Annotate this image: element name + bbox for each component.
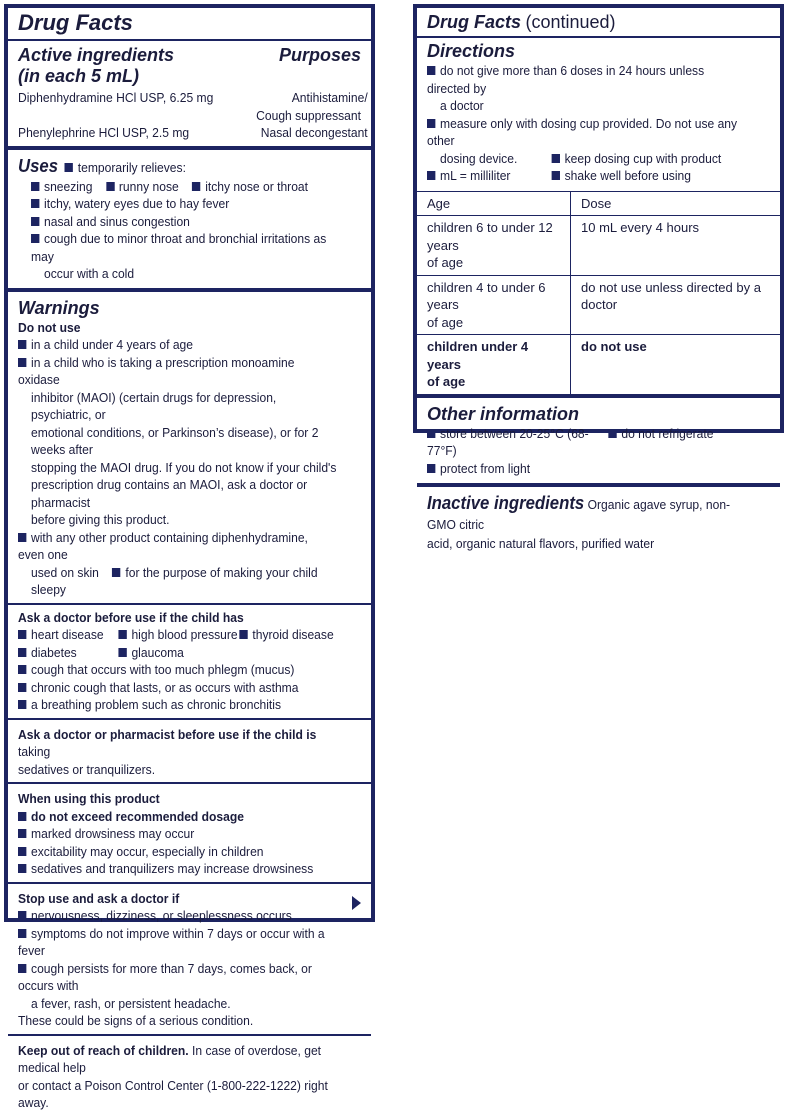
use-sneezing: sneezing bbox=[31, 179, 92, 194]
table-header-age: Age bbox=[417, 192, 571, 217]
keep-out-heading: Keep out of reach of children. bbox=[18, 1042, 189, 1058]
ask-doctor-heading: Ask a doctor before use if the child has bbox=[18, 609, 244, 625]
warnings-heading: Warnings bbox=[18, 297, 100, 318]
direction-keep-cup: keep dosing cup with product bbox=[552, 150, 722, 168]
use-cough: cough due to minor throat and bronchial irritations as may bbox=[18, 230, 337, 265]
do-not-use-heading: Do not use bbox=[18, 319, 81, 335]
direction-shake: shake well before using bbox=[552, 167, 691, 185]
condition-breathing: a breathing problem such as chronic bronchitis bbox=[18, 696, 337, 714]
drug-facts-title-section bbox=[8, 8, 371, 41]
table-row2-dose: do not use unless directed by a doctor bbox=[571, 276, 780, 336]
use-itchy-eyes: itchy, watery eyes due to hay fever bbox=[18, 195, 337, 213]
warning-sleepy: for the purpose of making your child sleepy bbox=[31, 564, 318, 597]
condition-glaucoma: glaucoma bbox=[118, 644, 183, 662]
active-ingredients-heading: Active ingredients bbox=[18, 45, 175, 65]
active-ingredients-section bbox=[8, 41, 371, 150]
ingredient-phenylephrine: Phenylephrine HCl USP, 2.5 mg bbox=[18, 125, 190, 140]
condition-phlegm: cough that occurs with too much phlegm (mucus) bbox=[18, 661, 337, 679]
warning-maoi-line6: before giving this product. bbox=[31, 512, 170, 527]
condition-heart: heart disease bbox=[18, 626, 118, 644]
warning-maoi-line3: emotional conditions, or Parkinson’s disease), or for 2 weeks after bbox=[31, 424, 319, 457]
warning-maoi-line2: inhibitor (MAOI) (certain drugs for depression, psychiatric, or bbox=[31, 389, 277, 422]
stop-use-nervousness: nervousness, dizziness, or sleeplessness occurs bbox=[18, 907, 337, 925]
when-using-heading: When using this product bbox=[18, 791, 160, 806]
stop-use-section bbox=[8, 884, 371, 1036]
condition-chronic-cough: chronic cough that lasts, or as occurs with asthma bbox=[18, 679, 337, 697]
inactive-text-cont: acid, organic natural flavors, purified water bbox=[427, 536, 655, 551]
stop-use-cough: cough persists for more than 7 days, comes back, or occurs with bbox=[18, 960, 337, 995]
drug-facts-title: Drug Facts bbox=[18, 10, 133, 35]
table-row1-age: children 6 to under 12 years of age bbox=[417, 216, 571, 276]
drug-facts-continued-panel bbox=[413, 4, 784, 551]
continue-arrow-icon bbox=[352, 896, 361, 910]
other-light: protect from light bbox=[427, 460, 746, 478]
purposes-heading: Purposes bbox=[278, 45, 361, 65]
inactive-text: Organic agave syrup, non-GMO citric bbox=[427, 497, 731, 532]
uses-section bbox=[8, 150, 371, 292]
other-storage: store between 20-25°C (68-77°F) bbox=[427, 425, 608, 460]
warning-maoi-line5: prescription drug contains an MAOI, ask a doctor or pharmacist bbox=[31, 477, 308, 510]
table-header-dose: Dose bbox=[571, 192, 780, 217]
use-itchy-nose: itchy nose or throat bbox=[192, 179, 308, 194]
condition-diabetes: diabetes bbox=[18, 644, 118, 662]
direction-ml: mL = milliliter bbox=[427, 167, 552, 185]
warning-maoi: in a child who is taking a prescription monoamine oxidase bbox=[18, 354, 337, 389]
ask-pharmacist-text: sedatives or tranquilizers. bbox=[18, 761, 156, 777]
ask-pharmacist-heading: Ask a doctor or pharmacist before use if the child is bbox=[18, 726, 317, 742]
warning-other-product: with any other product containing diphenhydramine, even one bbox=[18, 529, 337, 564]
ask-pharmacist-section bbox=[8, 720, 371, 785]
continued-suffix: (continued) bbox=[525, 12, 616, 32]
drug-facts-panel bbox=[4, 4, 375, 1110]
directions-section bbox=[417, 38, 780, 192]
use-nasal-congestion: nasal and sinus congestion bbox=[18, 213, 337, 231]
other-refrigerate: do not refrigerate bbox=[608, 425, 713, 460]
warning-maoi-line4: stopping the MAOI drug. If you do not know if your child's bbox=[31, 459, 337, 475]
table-row1-dose: 10 mL every 4 hours bbox=[571, 216, 780, 276]
table-row3-age: children under 4 years of age bbox=[417, 335, 571, 394]
direction-dosing-device: dosing device. bbox=[440, 150, 518, 166]
use-cough-cont: occur with a cold bbox=[44, 266, 135, 281]
inactive-ingredients-section bbox=[417, 487, 780, 557]
warnings-section bbox=[8, 292, 371, 605]
uses-intro: temporarily relieves: bbox=[65, 160, 186, 175]
dosage-table bbox=[417, 192, 780, 398]
direction-max-doses-cont: a doctor bbox=[440, 98, 484, 113]
stop-use-heading: Stop use and ask a doctor if bbox=[18, 890, 180, 906]
purpose-antihistamine: Antihistamine/ bbox=[291, 90, 368, 105]
other-info-heading: Other information bbox=[427, 403, 579, 424]
purpose-nasal-decongestant: Nasal decongestant bbox=[260, 125, 368, 140]
warning-under-4: in a child under 4 years of age bbox=[18, 336, 337, 354]
ingredient-diphenhydramine: Diphenhydramine HCl USP, 6.25 mg bbox=[18, 90, 214, 105]
condition-bp: high blood pressure bbox=[118, 626, 239, 644]
inactive-heading: Inactive ingredients bbox=[427, 493, 585, 513]
table-row2-age: children 4 to under 6 years of age bbox=[417, 276, 571, 336]
ask-pharmacist-taking: taking bbox=[18, 744, 51, 759]
directions-heading: Directions bbox=[427, 41, 516, 61]
warning-skin: used on skin bbox=[31, 564, 99, 580]
other-info-section bbox=[417, 398, 780, 488]
keep-out-text-cont: or contact a Poison Control Center (1-800-222-1222) right away. bbox=[18, 1077, 328, 1110]
when-using-section bbox=[8, 784, 371, 884]
active-ingredients-subheading: (in each 5 mL) bbox=[18, 66, 140, 86]
table-row3-dose: do not use bbox=[581, 339, 647, 354]
ask-doctor-section bbox=[8, 605, 371, 720]
stop-use-cough-cont: a fever, rash, or persistent headache. bbox=[31, 995, 231, 1011]
when-using-dosage: do not exceed recommended dosage bbox=[18, 808, 337, 826]
keep-out-text: In case of overdose, get medical help bbox=[18, 1042, 322, 1075]
condition-thyroid: thyroid disease bbox=[239, 626, 333, 644]
purpose-cough-suppressant: Cough suppressant bbox=[256, 107, 361, 123]
when-using-sedatives: sedatives and tranquilizers may increase drowsiness bbox=[18, 860, 337, 878]
use-runny-nose: runny nose bbox=[106, 179, 179, 194]
uses-heading: Uses bbox=[18, 155, 59, 176]
when-using-excitability: excitability may occur, especially in children bbox=[18, 843, 337, 861]
when-using-drowsiness: marked drowsiness may occur bbox=[18, 825, 337, 843]
continued-title: Drug Facts bbox=[427, 12, 522, 32]
stop-use-note: These could be signs of a serious condition. bbox=[18, 1013, 254, 1028]
stop-use-symptoms: symptoms do not improve within 7 days or occur with a fever bbox=[18, 925, 337, 960]
direction-max-doses: do not give more than 6 doses in 24 hours unless directed by bbox=[427, 62, 746, 97]
continued-title-section bbox=[417, 8, 780, 38]
direction-measure: measure only with dosing cup provided. Do not use any other bbox=[427, 115, 746, 150]
keep-out-section bbox=[8, 1036, 371, 1118]
